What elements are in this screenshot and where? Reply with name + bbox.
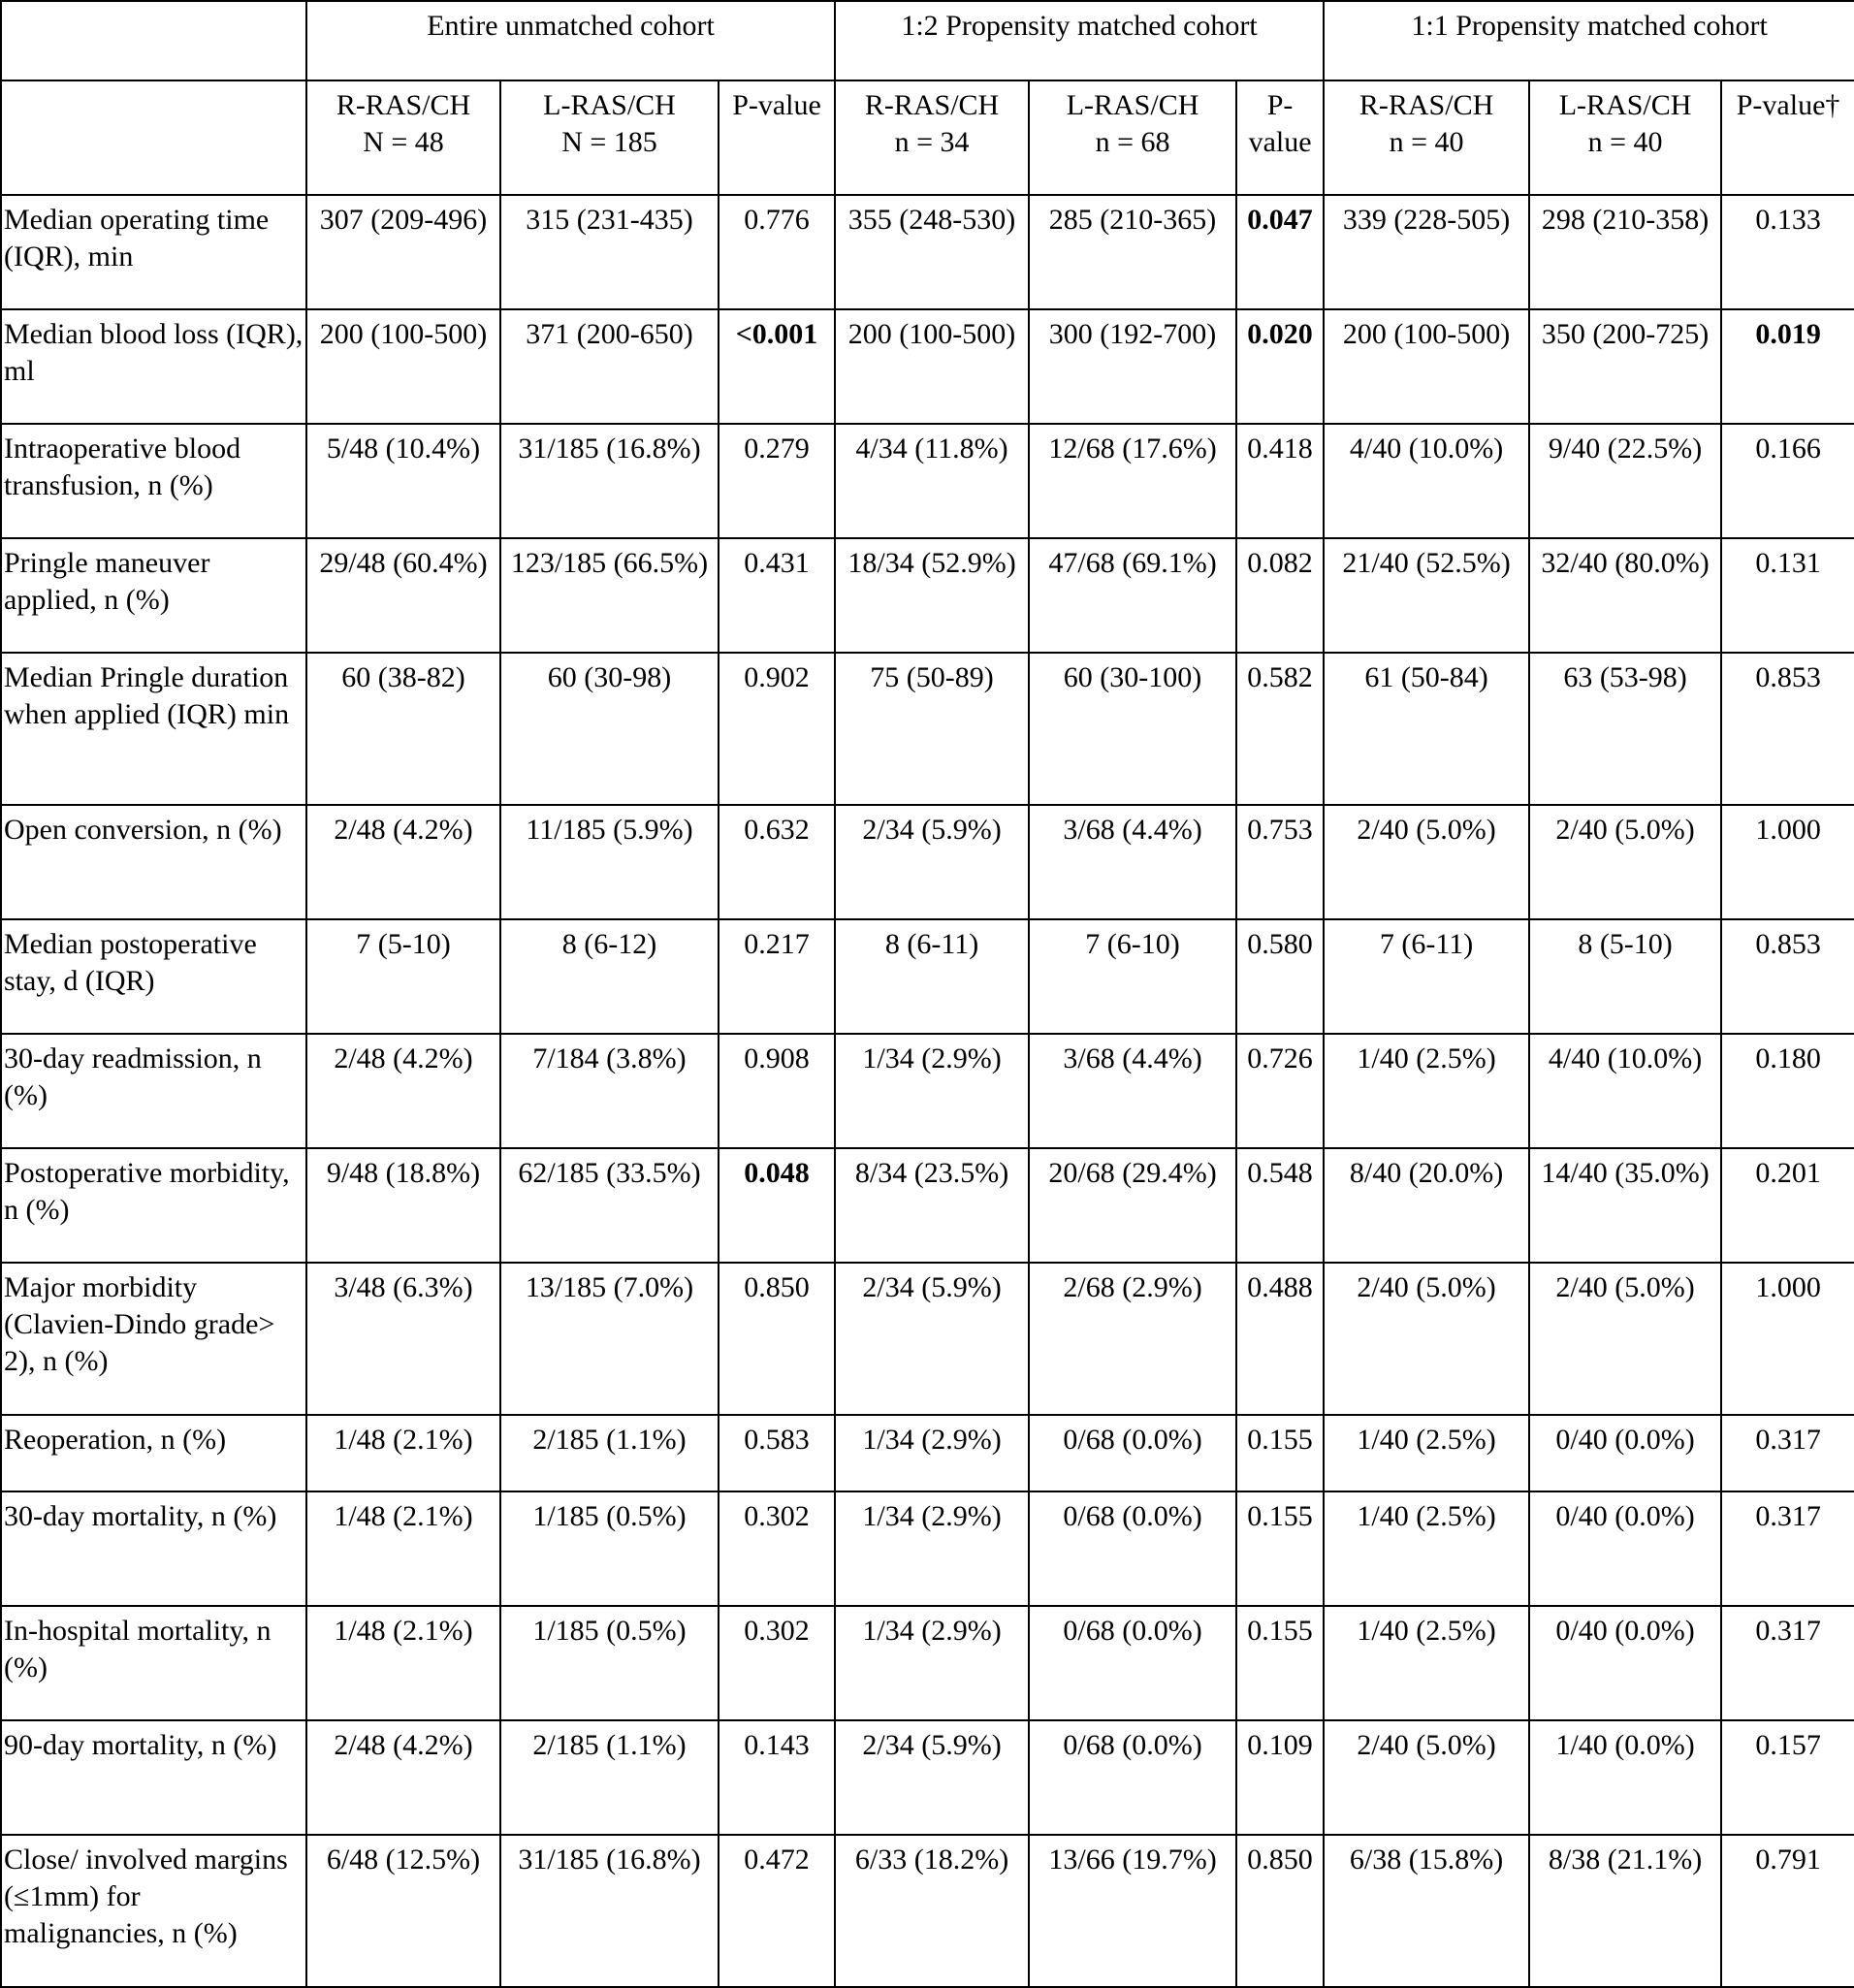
subheader-cell: [1236, 80, 1324, 195]
table-row: [1, 1606, 1854, 1720]
row-label: 30-day readmission, n (%): [1, 1034, 306, 1148]
table-cell: 4/40 (10.0%): [1324, 424, 1529, 538]
table-cell: 0.580: [1236, 919, 1324, 1034]
table-cell: 13/185 (7.0%): [500, 1263, 719, 1415]
table-cell: 200 (100-500): [306, 309, 500, 424]
table-cell: 0.632: [719, 805, 835, 919]
table-cell: 350 (200-725): [1529, 309, 1721, 424]
table-cell: 0.155: [1236, 1491, 1324, 1606]
table-row: [1, 195, 1854, 309]
table-cell: 2/185 (1.1%): [500, 1720, 719, 1835]
subheader-line2: N = 48: [363, 126, 444, 158]
table-cell: 3/68 (4.4%): [1029, 805, 1236, 919]
table-cell: 7 (5-10): [306, 919, 500, 1034]
row-label: Open conversion, n (%): [1, 805, 306, 919]
table-cell: 61 (50-84): [1324, 653, 1529, 805]
table-cell: 0.109: [1236, 1720, 1324, 1835]
subheader-cell: [719, 80, 835, 195]
subheader-row: [1, 80, 1854, 195]
table-cell: 0.019: [1721, 309, 1854, 424]
table-cell: 2/34 (5.9%): [835, 1720, 1029, 1835]
table-cell: 0.317: [1721, 1606, 1854, 1720]
table-cell: 2/34 (5.9%): [835, 805, 1029, 919]
subheader-corner-cell: [1, 80, 306, 195]
table-cell: 7 (6-11): [1324, 919, 1529, 1034]
table-cell: 13/66 (19.7%): [1029, 1835, 1236, 1987]
subheader-line1: L-RAS/CH: [1066, 89, 1199, 121]
table-cell: 0/40 (0.0%): [1529, 1606, 1721, 1720]
table-cell: 0.157: [1721, 1720, 1854, 1835]
table-cell: 1/185 (0.5%): [500, 1606, 719, 1720]
group-header-1-2-matched: 1:2 Propensity matched cohort: [835, 1, 1324, 80]
table-cell: 0.850: [719, 1263, 835, 1415]
table-cell: 31/185 (16.8%): [500, 1835, 719, 1987]
subheader-cell: [1529, 80, 1721, 195]
group-header-1-1-matched: 1:1 Propensity matched cohort: [1324, 1, 1854, 80]
row-label: Reoperation, n (%): [1, 1415, 306, 1491]
subheader-line1: R-RAS/CH: [1359, 89, 1494, 121]
table-cell: 0.908: [719, 1034, 835, 1148]
table-cell: 2/48 (4.2%): [306, 1034, 500, 1148]
table-cell: 11/185 (5.9%): [500, 805, 719, 919]
table-cell: 8 (5-10): [1529, 919, 1721, 1034]
table-cell: 0.776: [719, 195, 835, 309]
table-cell: 298 (210-358): [1529, 195, 1721, 309]
table-cell: 0/68 (0.0%): [1029, 1606, 1236, 1720]
table-cell: 0.583: [719, 1415, 835, 1491]
table-cell: 0.166: [1721, 424, 1854, 538]
row-label: Intraoperative blood transfusion, n (%): [1, 424, 306, 538]
table-cell: 5/48 (10.4%): [306, 424, 500, 538]
row-label: Median Pringle duration when applied (IQR) min: [1, 653, 306, 805]
subheader-line1: L-RAS/CH: [543, 89, 676, 121]
table-cell: 3/68 (4.4%): [1029, 1034, 1236, 1148]
table-row: [1, 919, 1854, 1034]
subheader-cell: [835, 80, 1029, 195]
table-cell: 1/40 (2.5%): [1324, 1415, 1529, 1491]
table-cell: 307 (209-496): [306, 195, 500, 309]
table-cell: 0.217: [719, 919, 835, 1034]
table-cell: 0.302: [719, 1491, 835, 1606]
table-cell: 6/38 (15.8%): [1324, 1835, 1529, 1987]
table-cell: 0.201: [1721, 1148, 1854, 1263]
table-cell: 7 (6-10): [1029, 919, 1236, 1034]
table-cell: 1/34 (2.9%): [835, 1491, 1029, 1606]
subheader-line2: n = 40: [1389, 126, 1464, 158]
table-cell: 1.000: [1721, 805, 1854, 919]
table-cell: 0.902: [719, 653, 835, 805]
subheader-line2: value: [1248, 126, 1312, 158]
table-cell: 0.155: [1236, 1606, 1324, 1720]
table-row: [1, 1034, 1854, 1148]
row-label: Pringle maneuver applied, n (%): [1, 538, 306, 653]
table-cell: 21/40 (52.5%): [1324, 538, 1529, 653]
row-label: In-hospital mortality, n (%): [1, 1606, 306, 1720]
subheader-cell: [500, 80, 719, 195]
subheader-line1: R-RAS/CH: [336, 89, 471, 121]
table-cell: 2/185 (1.1%): [500, 1415, 719, 1491]
table-cell: 0.853: [1721, 919, 1854, 1034]
table-row: [1, 538, 1854, 653]
row-label: Median postoperative stay, d (IQR): [1, 919, 306, 1034]
table-cell: 1/34 (2.9%): [835, 1415, 1029, 1491]
table-cell: 371 (200-650): [500, 309, 719, 424]
table-cell: 0.582: [1236, 653, 1324, 805]
table-cell: 0/68 (0.0%): [1029, 1720, 1236, 1835]
subheader-line1: P-value†: [1736, 89, 1840, 121]
table-cell: 0.020: [1236, 309, 1324, 424]
table-cell: 0.418: [1236, 424, 1324, 538]
table-cell: 0.279: [719, 424, 835, 538]
subheader-line2: N = 185: [561, 126, 657, 158]
table-cell: 14/40 (35.0%): [1529, 1148, 1721, 1263]
table-cell: 1/34 (2.9%): [835, 1606, 1029, 1720]
table-cell: 0.753: [1236, 805, 1324, 919]
table-cell: 2/48 (4.2%): [306, 805, 500, 919]
table-cell: 0.180: [1721, 1034, 1854, 1148]
subheader-cell: [1029, 80, 1236, 195]
table-cell: 0.850: [1236, 1835, 1324, 1987]
table-cell: 2/40 (5.0%): [1324, 805, 1529, 919]
subheader-cell: [306, 80, 500, 195]
subheader-line1: P-: [1266, 89, 1294, 121]
table-cell: 285 (210-365): [1029, 195, 1236, 309]
table-cell: 0.047: [1236, 195, 1324, 309]
table-cell: 0.853: [1721, 653, 1854, 805]
table-row: [1, 653, 1854, 805]
row-label: Close/ involved margins (≤1mm) for malignancies, n (%): [1, 1835, 306, 1987]
table-cell: 20/68 (29.4%): [1029, 1148, 1236, 1263]
table-cell: 0.302: [719, 1606, 835, 1720]
table-row: [1, 424, 1854, 538]
table-cell: 8/38 (21.1%): [1529, 1835, 1721, 1987]
table-cell: 0.488: [1236, 1263, 1324, 1415]
table-cell: 0/68 (0.0%): [1029, 1415, 1236, 1491]
table-cell: 2/40 (5.0%): [1529, 805, 1721, 919]
corner-cell: [1, 1, 306, 80]
subheader-line2: n = 40: [1587, 126, 1663, 158]
table-cell: 355 (248-530): [835, 195, 1029, 309]
table-cell: 32/40 (80.0%): [1529, 538, 1721, 653]
table-cell: <0.001: [719, 309, 835, 424]
table-cell: 1/40 (2.5%): [1324, 1606, 1529, 1720]
table-cell: 31/185 (16.8%): [500, 424, 719, 538]
table-row: [1, 1148, 1854, 1263]
row-label: 90-day mortality, n (%): [1, 1720, 306, 1835]
table-cell: 1/40 (2.5%): [1324, 1491, 1529, 1606]
table-cell: 60 (30-100): [1029, 653, 1236, 805]
table-cell: 0.048: [719, 1148, 835, 1263]
table-cell: 0.143: [719, 1720, 835, 1835]
row-label: Median blood loss (IQR), ml: [1, 309, 306, 424]
table-cell: 1/40 (0.0%): [1529, 1720, 1721, 1835]
table-cell: 75 (50-89): [835, 653, 1029, 805]
table-cell: 1/40 (2.5%): [1324, 1034, 1529, 1148]
table-cell: 300 (192-700): [1029, 309, 1236, 424]
table-cell: 0.472: [719, 1835, 835, 1987]
table-cell: 339 (228-505): [1324, 195, 1529, 309]
table-cell: 0.431: [719, 538, 835, 653]
table-cell: 2/34 (5.9%): [835, 1263, 1029, 1415]
table-cell: 1/48 (2.1%): [306, 1491, 500, 1606]
table-body: [1, 195, 1854, 1987]
table-cell: 63 (53-98): [1529, 653, 1721, 805]
table-cell: 0.155: [1236, 1415, 1324, 1491]
table-cell: 1/48 (2.1%): [306, 1606, 500, 1720]
table-cell: 123/185 (66.5%): [500, 538, 719, 653]
table-cell: 29/48 (60.4%): [306, 538, 500, 653]
table-cell: 0/40 (0.0%): [1529, 1415, 1721, 1491]
table-cell: 60 (30-98): [500, 653, 719, 805]
table-row: [1, 1491, 1854, 1606]
table-cell: 200 (100-500): [835, 309, 1029, 424]
table-cell: 0.791: [1721, 1835, 1854, 1987]
table-cell: 18/34 (52.9%): [835, 538, 1029, 653]
table-cell: 12/68 (17.6%): [1029, 424, 1236, 538]
table-cell: 0.133: [1721, 195, 1854, 309]
subheader-cell: [1324, 80, 1529, 195]
table-cell: 0.317: [1721, 1491, 1854, 1606]
table-cell: 2/40 (5.0%): [1324, 1263, 1529, 1415]
table-cell: 2/68 (2.9%): [1029, 1263, 1236, 1415]
subheader-line1: L-RAS/CH: [1558, 89, 1692, 121]
table-cell: 8/40 (20.0%): [1324, 1148, 1529, 1263]
subheader-line2: n = 68: [1095, 126, 1170, 158]
table-row: [1, 805, 1854, 919]
table-cell: 1/48 (2.1%): [306, 1415, 500, 1491]
table-row: [1, 1835, 1854, 1987]
table-cell: 8 (6-11): [835, 919, 1029, 1034]
table-cell: 60 (38-82): [306, 653, 500, 805]
table-cell: 2/48 (4.2%): [306, 1720, 500, 1835]
subheader-line1: R-RAS/CH: [864, 89, 1000, 121]
table-cell: 0.131: [1721, 538, 1854, 653]
table-row: [1, 1720, 1854, 1835]
table-cell: 0.548: [1236, 1148, 1324, 1263]
table-cell: 1/185 (0.5%): [500, 1491, 719, 1606]
table-row: [1, 1263, 1854, 1415]
table-cell: 8 (6-12): [500, 919, 719, 1034]
table-cell: 2/40 (5.0%): [1324, 1720, 1529, 1835]
table-cell: 6/33 (18.2%): [835, 1835, 1029, 1987]
group-header-unmatched: Entire unmatched cohort: [306, 1, 835, 80]
table-cell: 4/40 (10.0%): [1529, 1034, 1721, 1148]
table-cell: 47/68 (69.1%): [1029, 538, 1236, 653]
table-cell: 6/48 (12.5%): [306, 1835, 500, 1987]
subheader-line1: P-value: [732, 89, 821, 121]
subheader-line2: n = 34: [894, 126, 970, 158]
table-cell: 0.726: [1236, 1034, 1324, 1148]
table-cell: 3/48 (6.3%): [306, 1263, 500, 1415]
table-cell: 0/68 (0.0%): [1029, 1491, 1236, 1606]
group-header-row: [1, 1, 1854, 80]
row-label: Postoperative morbidity, n (%): [1, 1148, 306, 1263]
table-cell: 0/40 (0.0%): [1529, 1491, 1721, 1606]
table-cell: 62/185 (33.5%): [500, 1148, 719, 1263]
table-cell: 0.317: [1721, 1415, 1854, 1491]
table-cell: 1.000: [1721, 1263, 1854, 1415]
row-label: Median operating time (IQR), min: [1, 195, 306, 309]
table-row: [1, 309, 1854, 424]
table-cell: 315 (231-435): [500, 195, 719, 309]
subheader-cell: [1721, 80, 1854, 195]
table-cell: 1/34 (2.9%): [835, 1034, 1029, 1148]
table-cell: 4/34 (11.8%): [835, 424, 1029, 538]
row-label: 30-day mortality, n (%): [1, 1491, 306, 1606]
table-cell: 0.082: [1236, 538, 1324, 653]
table-cell: 9/48 (18.8%): [306, 1148, 500, 1263]
row-label: Major morbidity (Clavien-Dindo grade> 2), n (%): [1, 1263, 306, 1415]
table-cell: 200 (100-500): [1324, 309, 1529, 424]
table-cell: 9/40 (22.5%): [1529, 424, 1721, 538]
table-cell: 7/184 (3.8%): [500, 1034, 719, 1148]
table-row: [1, 1415, 1854, 1491]
table-cell: 2/40 (5.0%): [1529, 1263, 1721, 1415]
table-cell: 8/34 (23.5%): [835, 1148, 1029, 1263]
